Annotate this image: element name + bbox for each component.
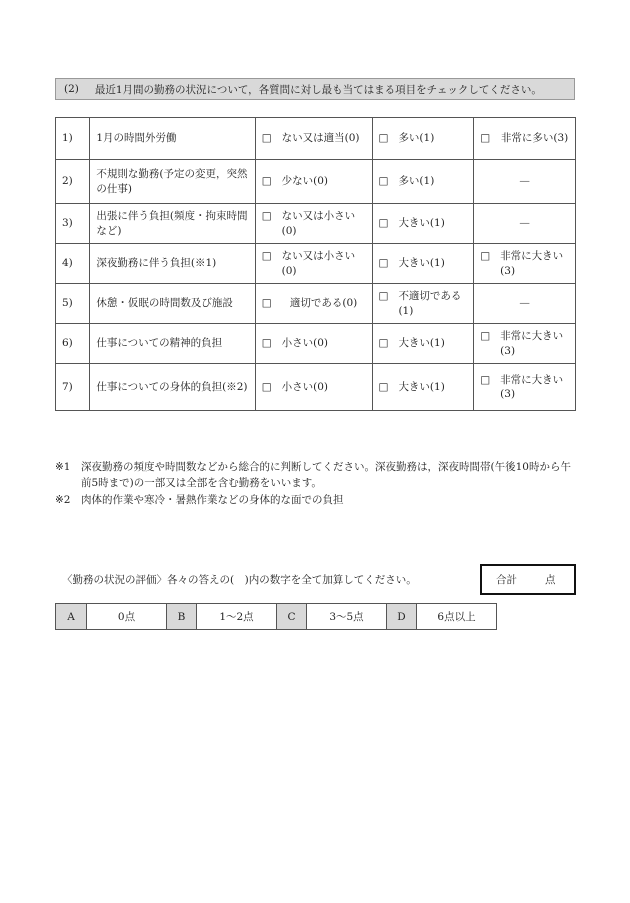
answer-option-1[interactable]: □ 少ない(0) [255,160,372,204]
checkbox-icon[interactable]: □ [261,175,272,188]
answer-option-3[interactable]: □ 非常に大きい(3) [474,364,576,411]
checkbox-icon[interactable]: □ [480,250,491,263]
question-text: 出張に伴う負担(頻度・拘束時間など) [90,204,255,244]
table-row [56,284,576,324]
question-text: 1月の時間外労働 [90,118,255,160]
question-text: 仕事についての身体的負担(※2) [90,364,255,411]
checkbox-icon[interactable]: □ [378,290,389,303]
table-row [56,364,576,411]
checkbox-icon[interactable]: □ [480,373,491,386]
checkbox-icon[interactable]: □ [378,337,389,350]
questionnaire-table [55,117,576,411]
footnote-text: 深夜勤務の頻度や時間数などから総合的に判断してください。深夜勤務は，深夜時間帯(午後10時から午前5時まで)の一部又は全部を含む勤務をいいます。 [81,461,571,490]
total-label: 合計 [496,574,517,586]
table-row [56,118,576,160]
checkbox-icon[interactable]: □ [378,132,389,145]
answer-option-2[interactable]: □ 大きい(1) [372,204,474,244]
checkbox-icon[interactable]: □ [378,257,389,270]
footnote [55,492,580,508]
answer-option-2[interactable]: □ 多い(1) [372,118,474,160]
checkbox-icon[interactable]: □ [480,330,491,343]
answer-option-1[interactable]: □ ない又は小さい(0) [255,244,372,284]
row-number: 3) [56,204,90,244]
answer-option-2[interactable]: □ 不適切である(1) [372,284,474,324]
table-row [56,324,576,364]
checkbox-icon[interactable]: □ [261,132,272,145]
table-row [56,160,576,204]
answer-option-1[interactable]: □ 小さい(0) [255,364,372,411]
checkbox-icon[interactable]: □ [261,210,272,223]
total-unit: 点 [545,574,556,586]
total-score-box[interactable] [480,564,576,595]
section-header [55,78,575,100]
answer-not-applicable: — [474,284,576,324]
answer-option-2[interactable]: □ 多い(1) [372,160,474,204]
grade-letter: A [56,604,86,629]
footnote-text: 肉体的作業や寒冷・暑熱作業などの身体的な面での負担 [81,493,344,506]
question-text: 休憩・仮眠の時間数及び施設 [90,284,255,324]
table-row [56,204,576,244]
answer-not-applicable: — [474,160,576,204]
footnote-mark: ※1 [55,461,71,473]
answer-option-1[interactable]: □ 適切である(0) [255,284,372,324]
grade-scale [55,603,497,630]
grade-letter: B [166,604,196,629]
answer-option-2[interactable]: □ 大きい(1) [372,324,474,364]
answer-option-1[interactable]: □ 小さい(0) [255,324,372,364]
answer-option-1[interactable]: □ ない又は小さい(0) [255,204,372,244]
table-row [56,244,576,284]
grade-range: 1〜2点 [196,604,276,629]
answer-option-3[interactable]: □ 非常に大きい(3) [474,324,576,364]
footnote [55,459,580,492]
question-text: 仕事についての精神的負担 [90,324,255,364]
grade-letter: D [386,604,416,629]
checkbox-icon[interactable]: □ [261,337,272,350]
grade-range: 0点 [86,604,166,629]
answer-not-applicable: — [474,204,576,244]
answer-option-3[interactable]: □ 非常に多い(3) [474,118,576,160]
footnote-mark: ※2 [55,493,71,506]
row-number: 7) [56,364,90,411]
question-text: 不規則な勤務(予定の変更，突然の仕事) [90,160,255,204]
checkbox-icon[interactable]: □ [480,132,491,145]
checkbox-icon[interactable]: □ [261,380,272,393]
answer-option-2[interactable]: □ 大きい(1) [372,364,474,411]
checkbox-icon[interactable]: □ [378,380,389,393]
row-number: 4) [56,244,90,284]
row-number: 2) [56,160,90,204]
answer-option-1[interactable]: □ ない又は適当(0) [255,118,372,160]
evaluation-instruction: 〈勤務の状況の評価〉各々の答えの( )内の数字を全て加算してください。 [62,574,417,586]
footnotes [55,459,580,508]
answer-option-2[interactable]: □ 大きい(1) [372,244,474,284]
question-text: 深夜勤務に伴う負担(※1) [90,244,255,284]
grade-range: 3〜5点 [306,604,386,629]
row-number: 5) [56,284,90,324]
grade-letter: C [276,604,306,629]
section-instruction: 最近1月間の勤務の状況について，各質問に対し最も当てはまる項目をチェックしてください。 [94,83,542,96]
grade-range: 6点以上 [416,604,496,629]
checkbox-icon[interactable]: □ [261,250,272,263]
checkbox-icon[interactable]: □ [378,217,389,230]
row-number: 6) [56,324,90,364]
checkbox-icon[interactable]: □ [378,175,389,188]
checkbox-icon[interactable]: □ [261,297,272,310]
row-number: 1) [56,118,90,160]
section-number: (2) [64,83,79,95]
answer-option-3[interactable]: □ 非常に大きい(3) [474,244,576,284]
